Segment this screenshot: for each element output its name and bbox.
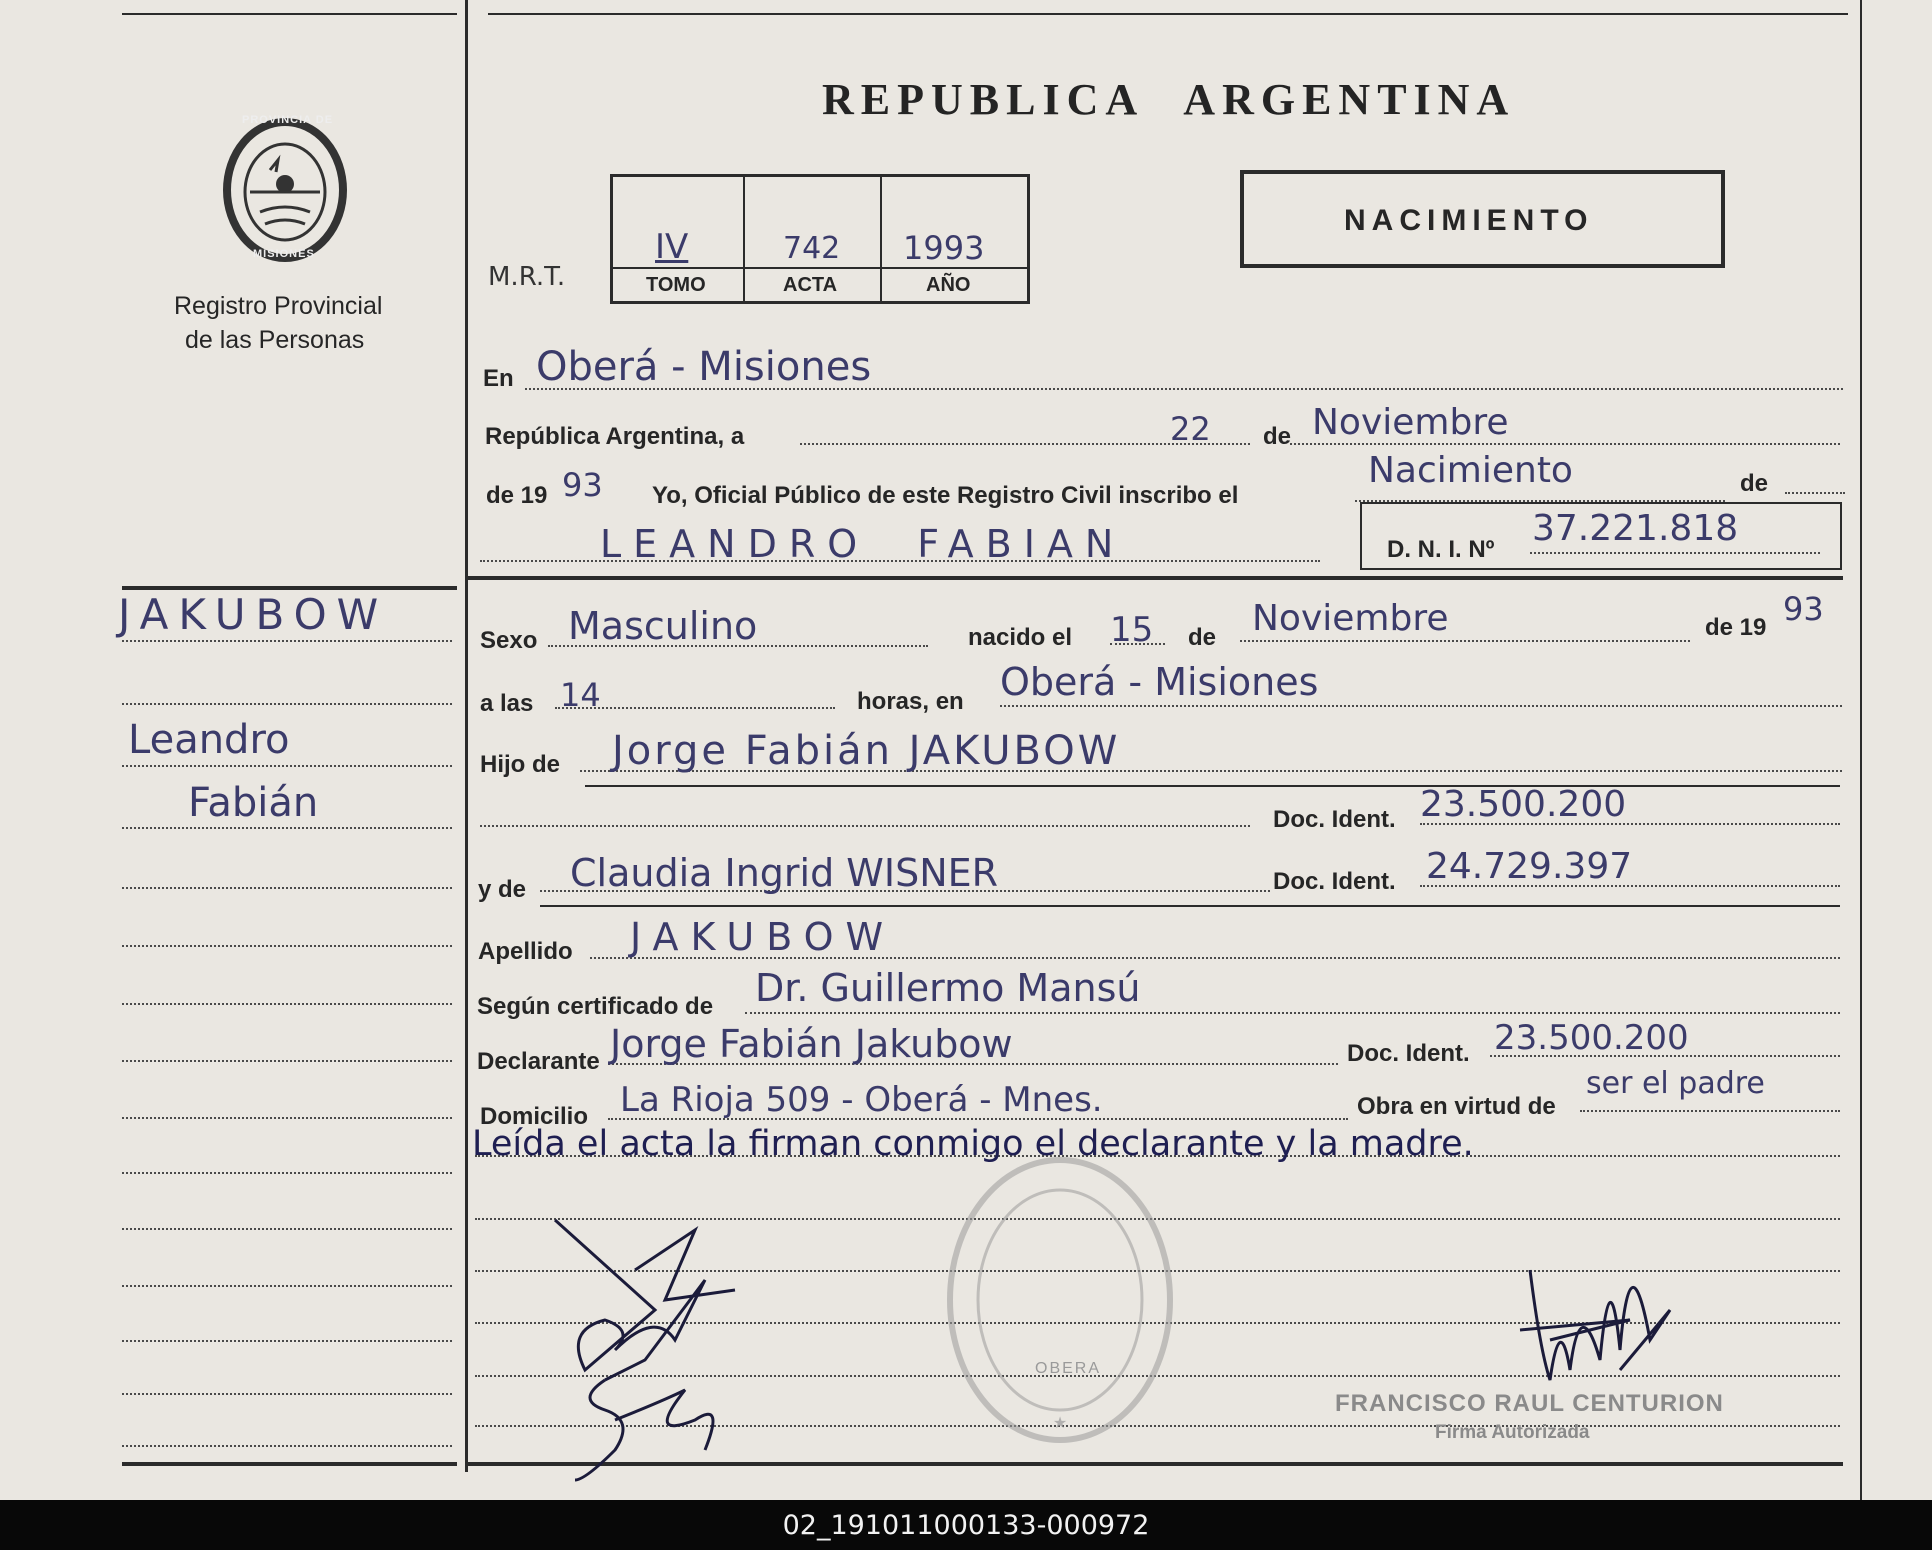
seal-bottom-text: MISIONES [253,248,315,260]
label-doc-ident-2: Doc. Ident. [1273,868,1396,895]
registry-number-table [610,174,1030,304]
official-stamp [940,1150,1180,1455]
ano-value: 1993 [903,229,985,267]
entry-mes: Noviembre [1312,402,1509,443]
seal-top-text: PROVINCIA DE [242,114,334,126]
entry-medico: Dr. Guillermo Mansú [755,966,1141,1010]
side-surname: JAKUBOW [118,590,389,639]
acta-label: ACTA [783,274,838,296]
label-a-las: a las [480,690,534,717]
stamp-text: OBERA [1035,1360,1102,1377]
label-de-19-b: de 19 [1705,614,1767,641]
entry-leida: Leída el acta la firman conmigo el declarante y la madre. [472,1124,1474,1164]
label-de-3: de [1188,624,1217,651]
label-doc-ident-1: Doc. Ident. [1273,806,1396,833]
label-doc-ident-3: Doc. Ident. [1347,1040,1470,1067]
official-name: FRANCISCO RAUL CENTURION [1335,1390,1724,1417]
page-edge [1860,0,1862,1500]
entry-dia: 22 [1170,410,1211,448]
entry-padre-doc: 23.500.200 [1420,784,1627,825]
entry-lugar: Oberá - Misiones [536,344,872,390]
label-de-1: de [1263,423,1292,450]
label-yo: Yo, Oficial Público de este Registro Civil inscribo el [652,482,1239,509]
entry-nac-mes: Noviembre [1252,598,1449,639]
label-segun: Según certificado de [477,993,714,1020]
registry-name-line1: Registro Provincial [174,292,383,320]
entry-anio: 93 [562,466,603,504]
svg-text:★: ★ [1052,1415,1068,1432]
label-nacido: nacido el [968,624,1073,651]
label-horas: horas, en [857,688,964,715]
label-republica: República Argentina, a [485,423,745,450]
entry-obra: ser el padre [1586,1066,1765,1101]
mrt-label: M.R.T. [488,262,566,292]
label-declarante: Declarante [477,1048,600,1075]
section-rule [468,576,1843,580]
top-rule-left [122,13,457,15]
column-divider [465,0,468,1472]
label-en: En [483,365,514,392]
label-sexo: Sexo [480,627,538,654]
record-type: NACIMIENTO [1344,204,1594,237]
top-rule-right [488,13,1848,15]
entry-padre: Jorge Fabián JAKUBOW [612,728,1121,774]
entry-declarante: Jorge Fabián Jakubow [610,1022,1013,1066]
side-given-name-1: Leandro [128,717,290,763]
entry-nac-anio: 93 [1783,590,1824,628]
side-given-name-2: Fabián [188,780,319,826]
label-domicilio: Domicilio [480,1103,589,1130]
entry-acto: Nacimiento [1368,450,1573,491]
ano-label: AÑO [926,274,971,296]
official-signature [1510,1210,1690,1415]
page-title: REPUBLICA ARGENTINA [822,75,1516,124]
entry-nac-lugar: Oberá - Misiones [1000,660,1319,704]
label-y-de: y de [478,876,527,903]
label-hijo-de: Hijo de [480,751,561,778]
label-de-19: de 19 [486,482,548,509]
dni-box [1360,502,1842,570]
entry-apellido: JAKUBOW [630,915,896,959]
declarant-signature [545,1210,765,1495]
label-dni: D. N. I. Nº [1387,536,1495,563]
entry-nac-dia: 15 [1110,610,1154,650]
entry-domicilio: La Rioja 509 - Oberá - Mnes. [620,1080,1103,1120]
province-seal [220,112,350,277]
entry-nombre: LEANDRO FABIAN [600,522,1126,566]
entry-hora: 14 [560,676,601,714]
entry-declarante-doc: 23.500.200 [1494,1018,1689,1058]
entry-sexo: Masculino [568,604,758,648]
left-bottom-rule [122,1462,457,1466]
entry-madre: Claudia Ingrid WISNER [570,851,999,895]
tomo-label: TOMO [646,274,706,296]
acta-value: 742 [783,231,841,266]
image-code: 02_191011000133-000972 [0,1500,1932,1550]
entry-dni: 37.221.818 [1532,508,1739,549]
entry-madre-doc: 24.729.397 [1426,846,1633,887]
registry-name-line2: de las Personas [185,326,365,354]
label-de-2: de [1740,470,1769,497]
official-role: Firma Autorizada [1435,1422,1590,1443]
label-apellido: Apellido [478,938,573,965]
label-obra: Obra en virtud de [1357,1093,1556,1120]
tomo-value: IV [655,227,689,267]
record-type-box [1240,170,1725,268]
